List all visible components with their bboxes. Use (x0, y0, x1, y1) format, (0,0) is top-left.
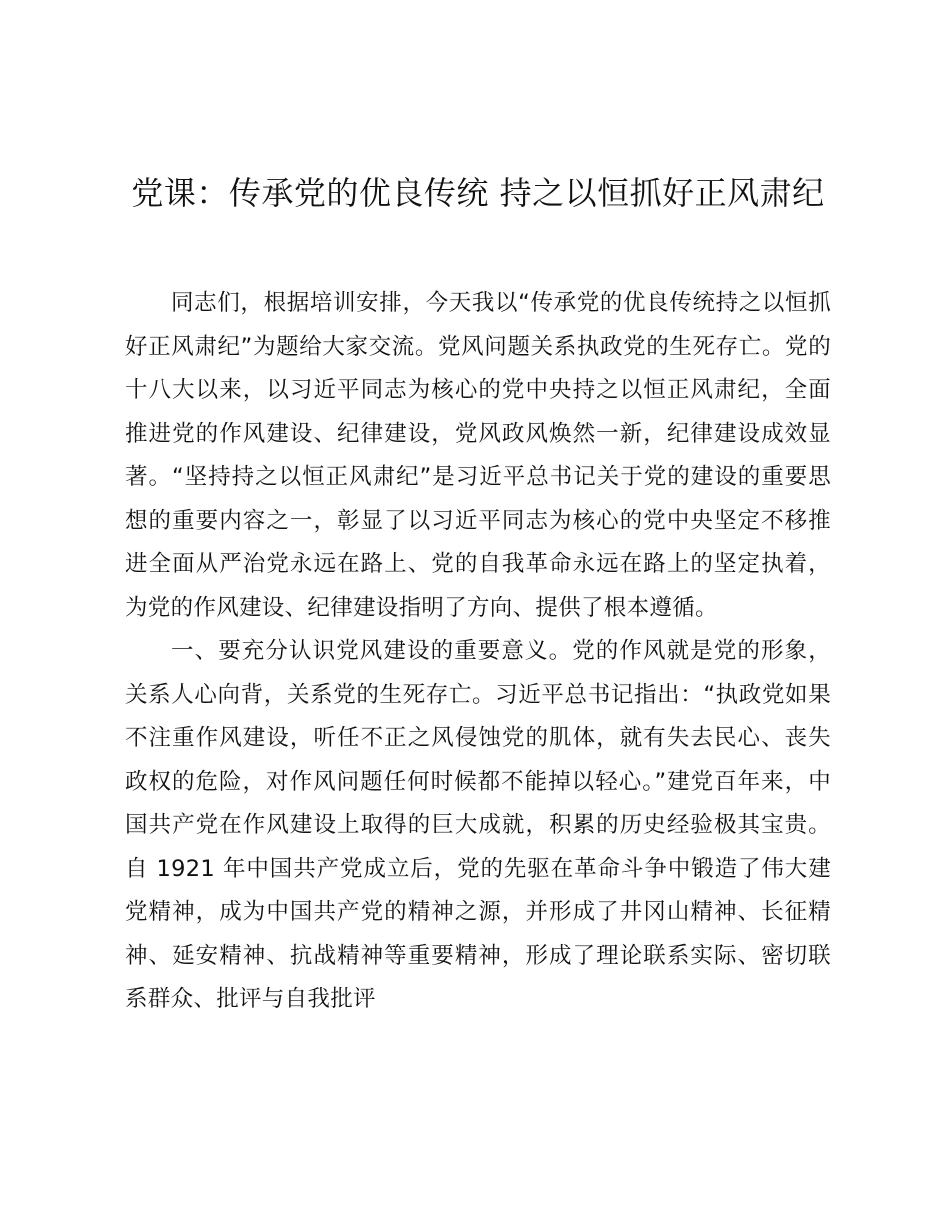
document-title: 党课：传承党的优良传统 持之以恒抓好正风肃纪 (131, 174, 825, 212)
paragraph-intro: 同志们，根据培训安排，今天我以“传承党的优良传统持之以恒抓好正风肃纪”为题给大家交流。党风问题关系执政党的生死存亡。党的十八大以来，以习近平同志为核心的党中央持之以恒正风肃纪，全面推进党的作风建设、纪律建设，党风政风焕然一新，纪律建设成效显著。“坚持持之以恒正风肃纪”是习近平总书记关于党的建设的重要思想的重要内容之一，彰显了以习近平同志为核心的党中央坚定不移推进全面从严治党永远在路上、党的自我革命永远在路上的坚定执着，为党的作风建设、纪律建设指明了方向、提供了根本遵循。 (125, 290, 831, 621)
document-body (125, 282, 831, 1022)
paragraph-section-one: 一、要充分认识党风建设的重要意义。党的作风就是党的形象，关系人心向背，关系党的生死存亡。习近平总书记指出：“执政党如果不注重作风建设，听任不正之风侵蚀党的肌体，就有失去民心、丧失政权的危险，对作风问题任何时候都不能掉以轻心。”建党百年来，中国共产党在作风建设上取得的巨大成就，积累的历史经验极其宝贵。自 1921 年中国共产党成立后，党的先驱在革命斗争中锻造了伟大建党精神，成为中国共产党的精神之源，并形成了井冈山精神、长征精神、延安精神、抗战精神等重要精神，形成了理论联系实际、密切联系群众、批评与自我批评 (125, 638, 831, 1012)
